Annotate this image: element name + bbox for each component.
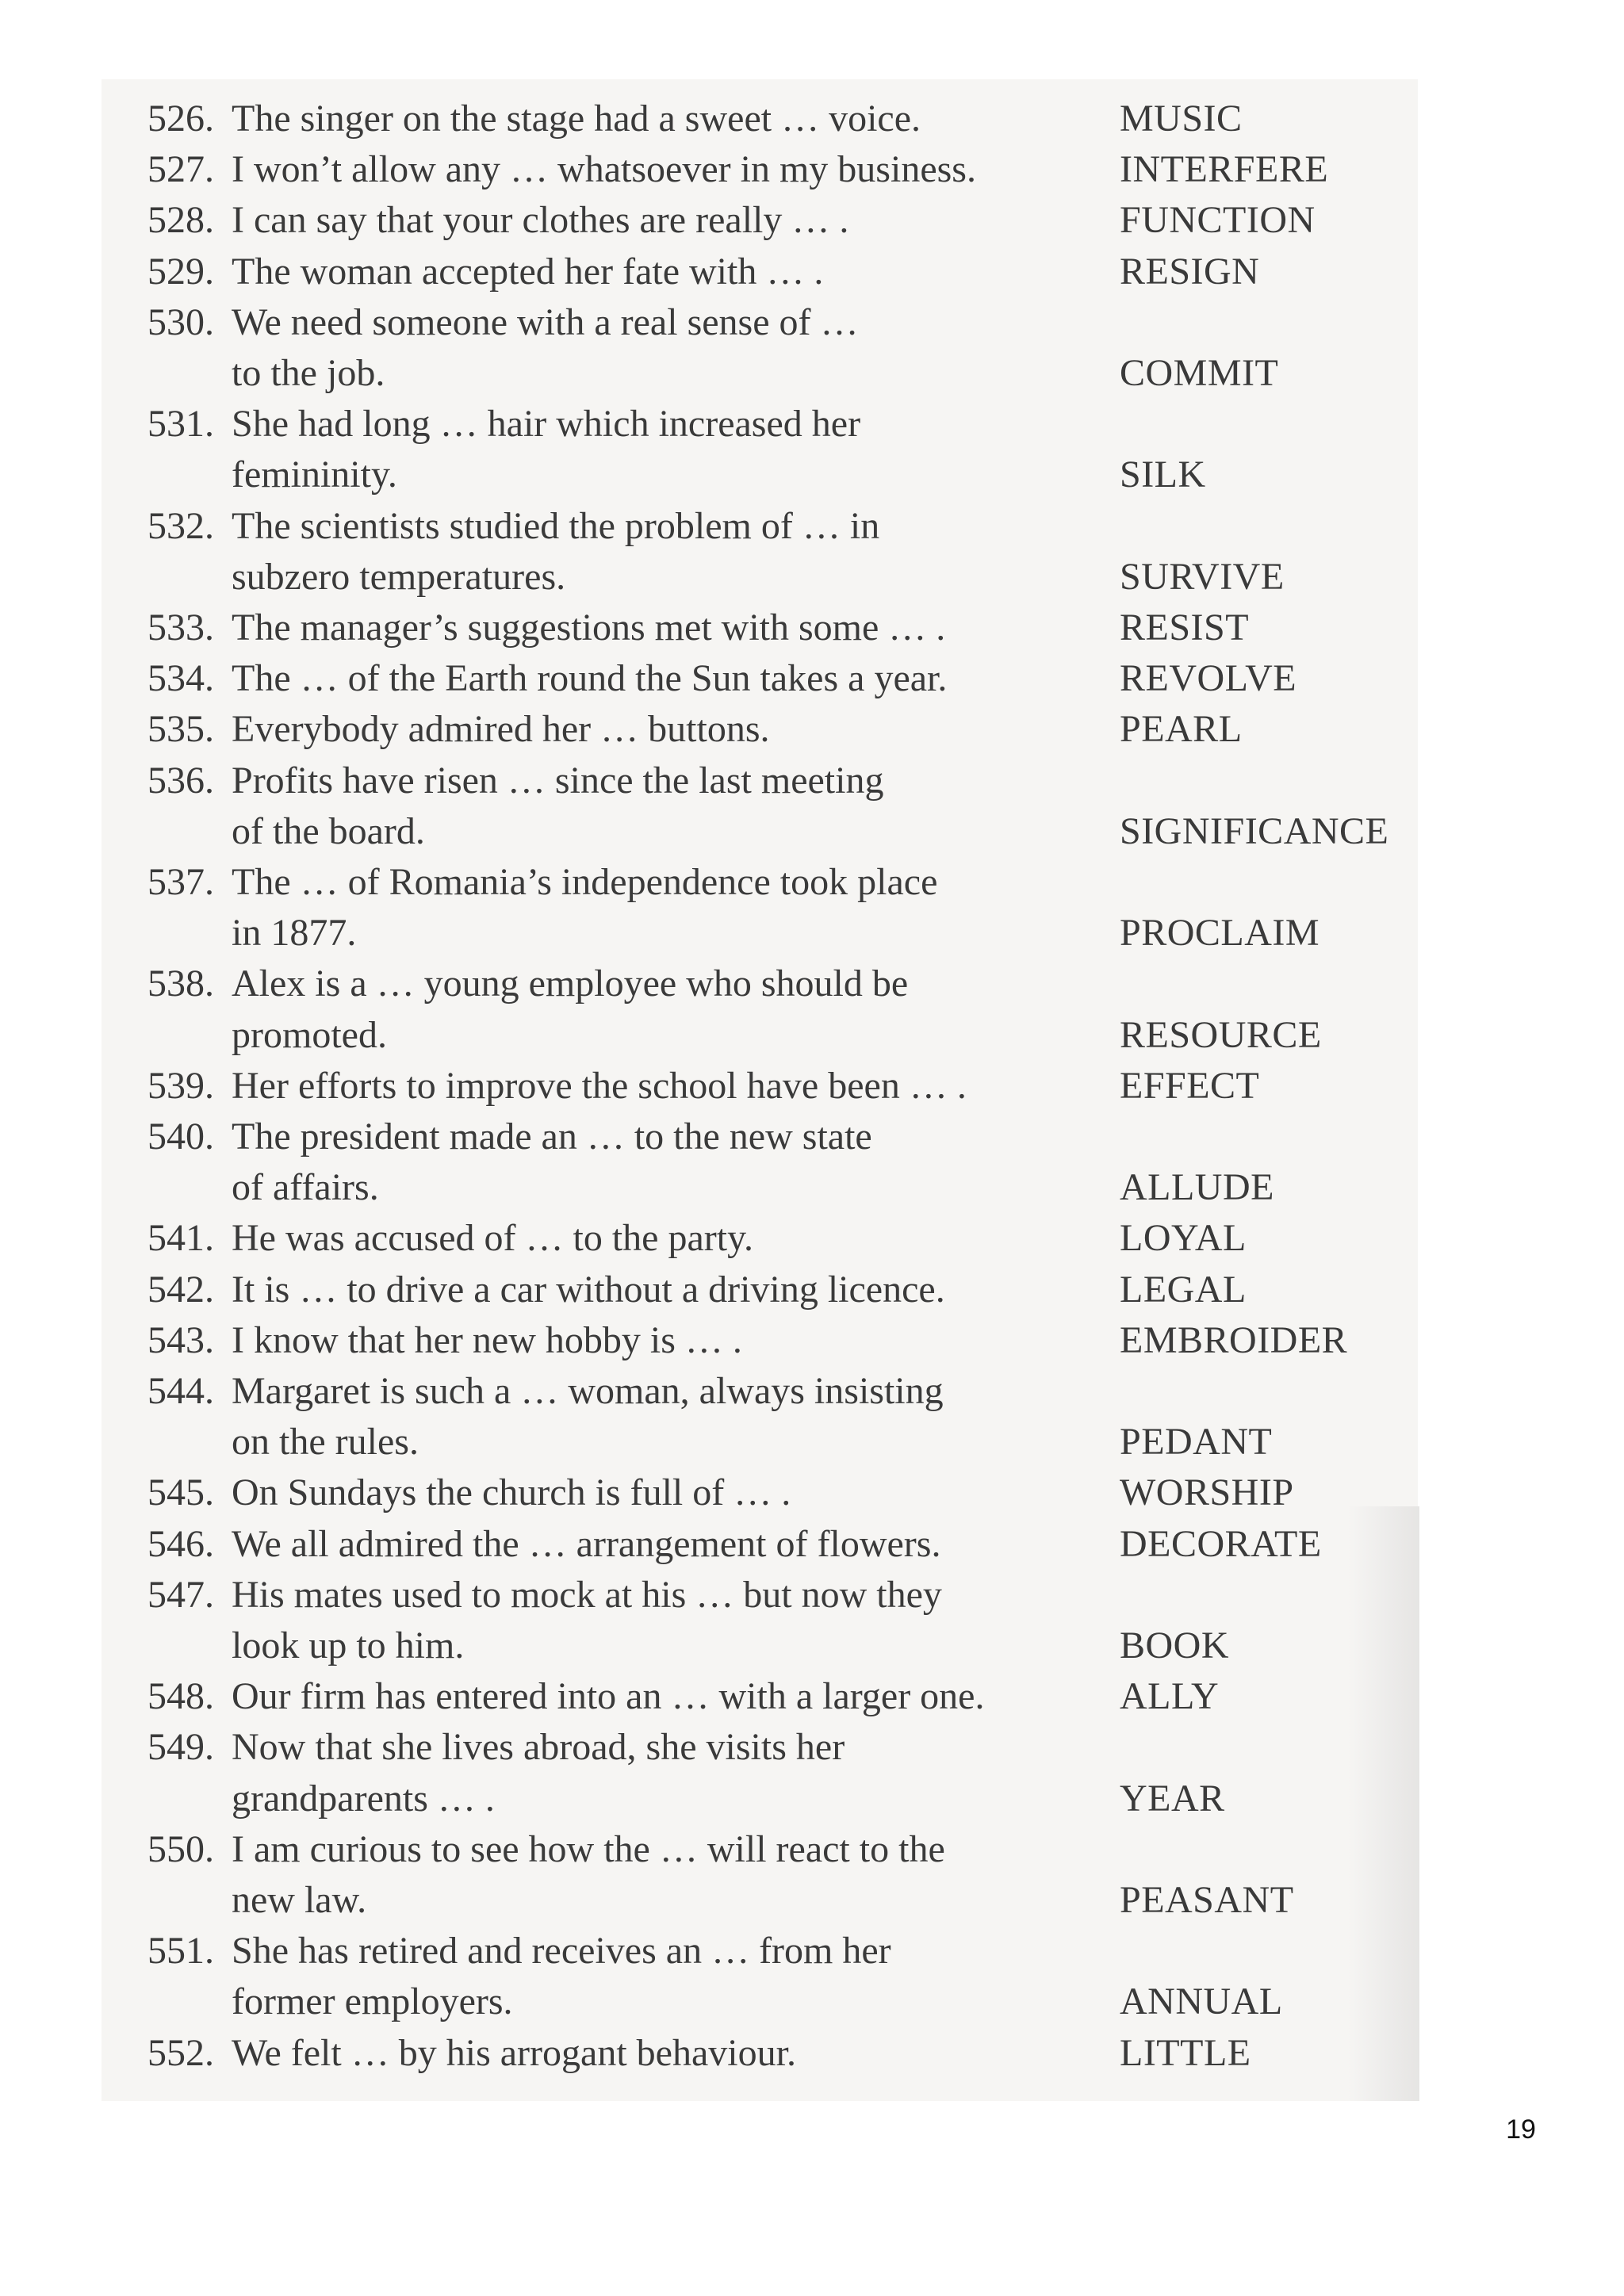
exercise-sentence: Everybody admired her … buttons. (232, 708, 770, 751)
exercise-sentence: I know that her new hobby is … . (232, 1318, 742, 1361)
exercise-number: 552. (147, 2031, 214, 2074)
exercise-row (0, 1671, 1624, 1722)
exercise-keyword: RESIGN (1120, 250, 1260, 293)
exercise-row-continuation (0, 1417, 1624, 1468)
exercise-row (0, 756, 1624, 806)
exercise-sentence: Profits have risen … since the last meeting (232, 759, 884, 802)
exercise-keyword: INTERFERE (1120, 148, 1329, 191)
exercise-keyword: ALLY (1120, 1675, 1220, 1718)
exercise-keyword: REVOLVE (1120, 657, 1297, 700)
exercise-sentence: The singer on the stage had a sweet … voice. (232, 98, 921, 140)
exercise-row (0, 1722, 1624, 1773)
exercise-row-continuation (0, 450, 1624, 500)
exercise-sentence: His mates used to mock at his … but now they (232, 1573, 942, 1616)
exercise-row (0, 857, 1624, 908)
exercise-keyword: COMMIT (1120, 352, 1279, 394)
exercise-row-continuation (0, 1010, 1624, 1061)
exercise-sentence: Our firm has entered into an … with a larger one. (232, 1675, 985, 1718)
exercise-number: 535. (147, 708, 214, 751)
exercise-sentence: Her efforts to improve the school have been … . (232, 1064, 967, 1107)
exercise-sentence: The woman accepted her fate with … . (232, 250, 824, 293)
exercise-number: 527. (147, 148, 214, 191)
exercise-sentence: I am curious to see how the … will react to the (232, 1827, 945, 1870)
exercise-row (0, 2028, 1624, 2079)
exercise-keyword: ANNUAL (1120, 1980, 1283, 2023)
exercise-keyword: EMBROIDER (1120, 1318, 1348, 1361)
exercise-row (0, 704, 1624, 755)
exercise-sentence: He was accused of … to the party. (232, 1217, 753, 1260)
exercise-number: 532. (147, 504, 214, 547)
exercise-keyword: LEGAL (1120, 1268, 1247, 1311)
exercise-number: 538. (147, 962, 214, 1005)
exercise-sentence: Now that she lives abroad, she visits her (232, 1726, 845, 1769)
exercise-sentence: Margaret is such a … woman, always insisting (232, 1370, 944, 1412)
exercise-sentence: The scientists studied the problem of … in (232, 504, 880, 547)
exercise-row-continuation (0, 1976, 1624, 2027)
exercise-sentence: to the job. (232, 352, 385, 394)
exercise-number: 528. (147, 199, 214, 242)
exercise-number: 549. (147, 1726, 214, 1769)
exercise-sentence: Alex is a … young employee who should be (232, 962, 909, 1005)
exercise-keyword: SIGNIFICANCE (1120, 809, 1389, 852)
exercise-keyword: ALLUDE (1120, 1166, 1274, 1209)
exercise-sentence: The president made an … to the new state (232, 1115, 872, 1158)
exercise-keyword: RESIST (1120, 607, 1250, 649)
exercise-sentence: The manager’s suggestions met with some … . (232, 607, 946, 649)
exercise-keyword: RESOURCE (1120, 1013, 1322, 1056)
exercise-number: 547. (147, 1573, 214, 1616)
exercise-keyword: FUNCTION (1120, 199, 1316, 242)
exercise-row (0, 247, 1624, 297)
exercise-keyword: BOOK (1120, 1624, 1230, 1667)
exercise-number: 548. (147, 1675, 214, 1718)
exercise-keyword: LITTLE (1120, 2031, 1251, 2074)
exercise-number: 529. (147, 250, 214, 293)
exercise-number: 530. (147, 300, 214, 343)
exercise-row-continuation (0, 1162, 1624, 1213)
exercise-sentence: I won’t allow any … whatsoever in my business. (232, 148, 976, 191)
exercise-row (0, 1112, 1624, 1162)
exercise-row (0, 1926, 1624, 1976)
exercise-sentence: promoted. (232, 1013, 387, 1056)
exercise-number: 542. (147, 1268, 214, 1311)
exercise-sentence: She has retired and receives an … from her (232, 1930, 891, 1973)
exercise-sentence: We felt … by his arrogant behaviour. (232, 2031, 796, 2074)
exercise-sentence: She had long … hair which increased her (232, 403, 861, 446)
exercise-row-continuation (0, 348, 1624, 399)
exercise-row (0, 144, 1624, 195)
exercise-sentence: It is … to drive a car without a driving licence. (232, 1268, 945, 1311)
exercise-number: 537. (147, 861, 214, 903)
exercise-row (0, 1061, 1624, 1112)
exercise-sentence: former employers. (232, 1980, 513, 2023)
exercise-keyword: DECORATE (1120, 1522, 1322, 1565)
exercise-sentence: The … of the Earth round the Sun takes a year. (232, 657, 948, 700)
exercise-keyword: LOYAL (1120, 1217, 1247, 1260)
exercise-sentence: new law. (232, 1879, 367, 1921)
exercise-row-continuation (0, 1774, 1624, 1824)
exercise-row (0, 94, 1624, 144)
exercise-keyword: EFFECT (1120, 1064, 1260, 1107)
exercise-number: 543. (147, 1318, 214, 1361)
exercise-row (0, 1213, 1624, 1264)
exercise-row (0, 1315, 1624, 1366)
exercise-number: 541. (147, 1217, 214, 1260)
exercise-sentence: on the rules. (232, 1421, 419, 1464)
exercise-keyword: SURVIVE (1120, 555, 1285, 598)
exercise-row (0, 1519, 1624, 1570)
exercise-row-continuation (0, 806, 1624, 857)
exercise-row (0, 297, 1624, 348)
exercise-sentence: We all admired the … arrangement of flowers. (232, 1522, 941, 1565)
exercise-row (0, 959, 1624, 1009)
exercise-number: 551. (147, 1930, 214, 1973)
exercise-number: 545. (147, 1471, 214, 1514)
exercise-number: 526. (147, 98, 214, 140)
exercise-number: 544. (147, 1370, 214, 1412)
exercise-number: 534. (147, 657, 214, 700)
page-number: 19 (1506, 2114, 1536, 2145)
exercise-sentence: of the board. (232, 809, 425, 852)
exercise-sentence: The … of Romania’s independence took place (232, 861, 938, 903)
exercise-sentence: of affairs. (232, 1166, 379, 1209)
exercise-sentence: in 1877. (232, 912, 357, 955)
exercise-keyword: WORSHIP (1120, 1471, 1294, 1514)
exercise-row (0, 1265, 1624, 1315)
exercise-row (0, 653, 1624, 704)
exercise-number: 550. (147, 1827, 214, 1870)
exercise-keyword: PEDANT (1120, 1421, 1273, 1464)
exercise-sentence: femininity. (232, 453, 397, 496)
exercise-row (0, 1468, 1624, 1518)
exercise-row-continuation (0, 1621, 1624, 1671)
exercise-row (0, 603, 1624, 653)
exercise-number: 546. (147, 1522, 214, 1565)
exercise-sentence: I can say that your clothes are really … . (232, 199, 849, 242)
exercise-keyword: PEARL (1120, 708, 1243, 751)
exercise-number: 539. (147, 1064, 214, 1107)
exercise-number: 536. (147, 759, 214, 802)
exercise-keyword: PEASANT (1120, 1879, 1294, 1921)
exercise-keyword: SILK (1120, 453, 1206, 496)
exercise-keyword: MUSIC (1120, 98, 1243, 140)
exercise-number: 533. (147, 607, 214, 649)
exercise-number: 540. (147, 1115, 214, 1158)
exercise-sentence: subzero temperatures. (232, 555, 566, 598)
exercise-row (0, 1366, 1624, 1417)
exercise-row (0, 195, 1624, 246)
exercise-row (0, 1824, 1624, 1875)
exercise-sentence: grandparents … . (232, 1777, 495, 1820)
exercise-row (0, 501, 1624, 552)
exercise-sentence: On Sundays the church is full of … . (232, 1471, 791, 1514)
exercise-keyword: PROCLAIM (1120, 912, 1320, 955)
exercise-number: 531. (147, 403, 214, 446)
exercise-row (0, 1570, 1624, 1621)
exercise-sentence: look up to him. (232, 1624, 465, 1667)
exercise-keyword: YEAR (1120, 1777, 1225, 1820)
exercise-row (0, 399, 1624, 450)
exercise-sentence: We need someone with a real sense of … (232, 300, 859, 343)
exercise-row-continuation (0, 552, 1624, 603)
exercise-row-continuation (0, 908, 1624, 959)
exercise-row-continuation (0, 1875, 1624, 1926)
